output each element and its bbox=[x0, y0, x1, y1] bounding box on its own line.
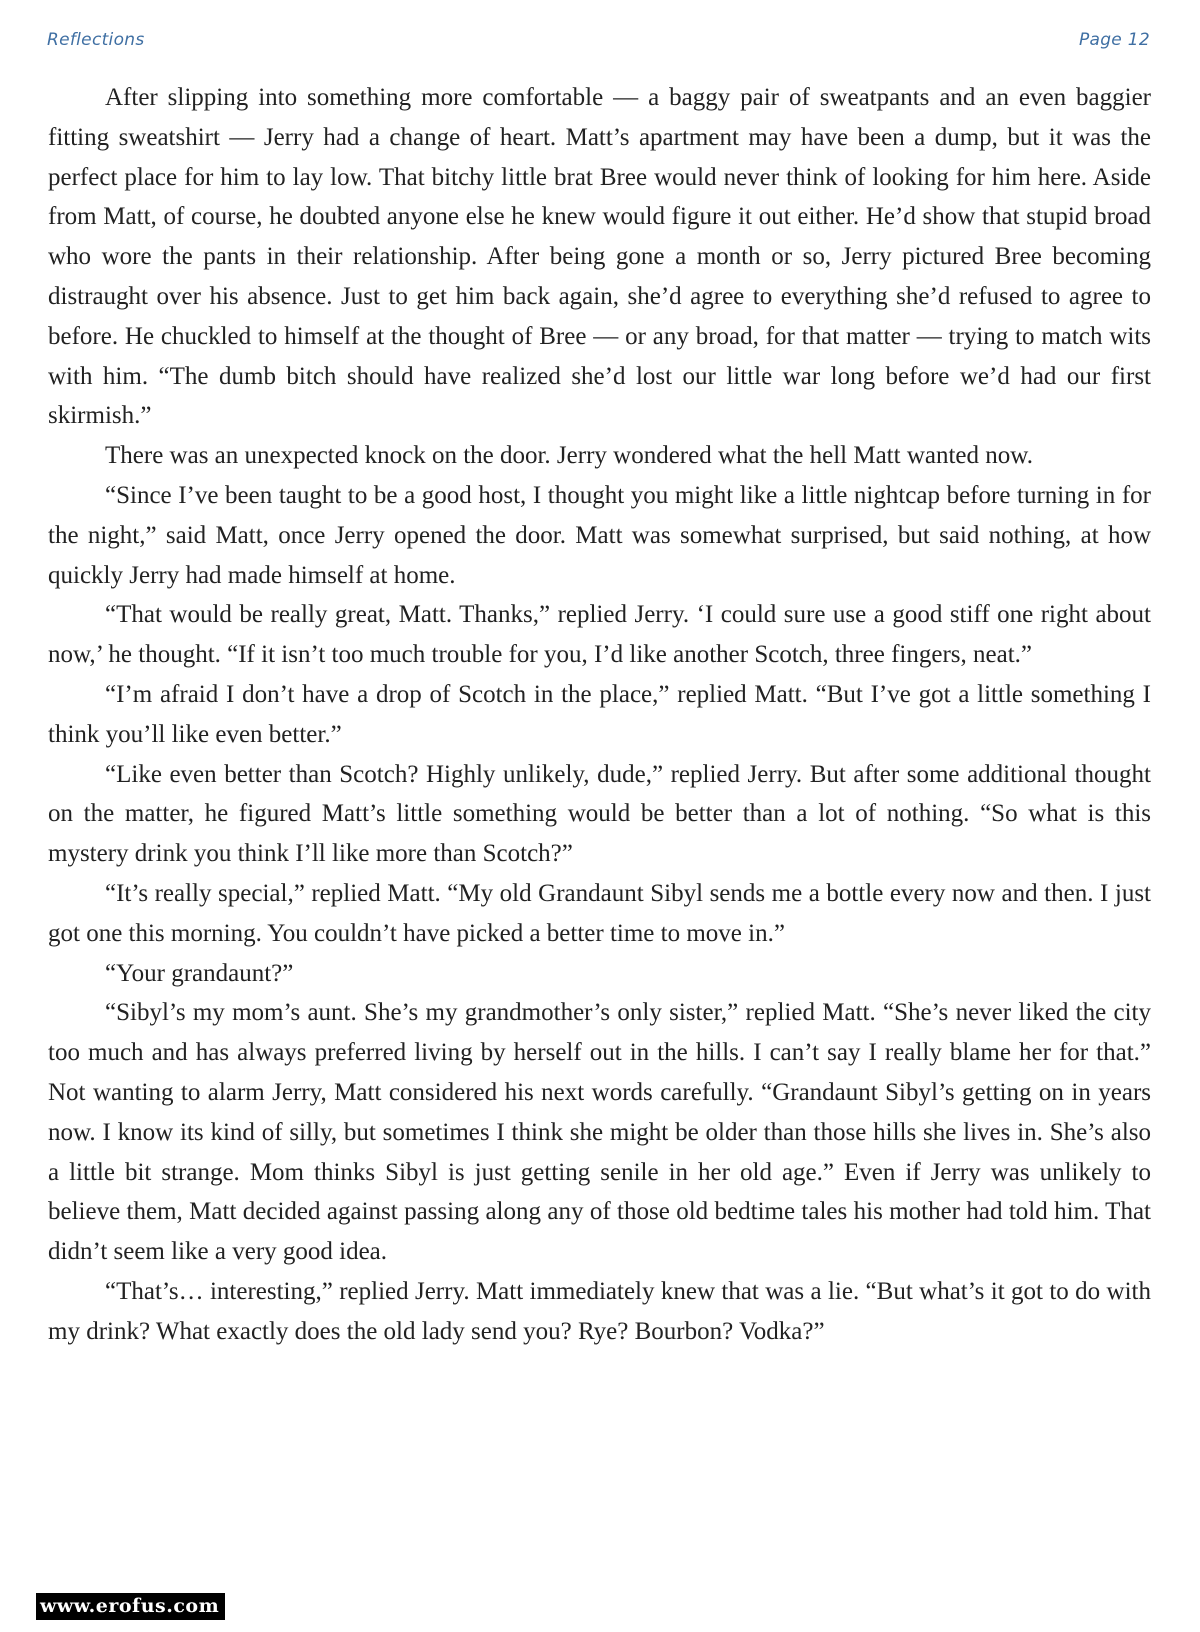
paragraph: After slipping into something more comfortable — a baggy pair of sweatpants and an even baggier fitting sweatshirt — Jerry had a change of heart. Matt’s apartment may have been a dump, but it was the perfect place for him to lay low. That bitchy little brat Bree would never think of looking for him here. Aside from Matt, of course, he doubted anyone else he knew would figure it out either. He’d show that stupid broad who wore the pants in their relationship. After being gone a month or so, Jerry pictured Bree becoming distraught over his absence. Just to get him back again, she’d agree to everything she’d refused to agree to before. He chuckled to himself at the thought of Bree — or any broad, for that matter — trying to match wits with him. “The dumb bitch should have realized she’d lost our little war long before we’d had our first skirmish.” bbox=[48, 84, 1151, 430]
site-watermark: www.erofus.com bbox=[36, 1593, 225, 1620]
paragraph: “Your grandaunt?” bbox=[105, 959, 294, 987]
paragraph: There was an unexpected knock on the door. Jerry wondered what the hell Matt wanted now. bbox=[105, 442, 1033, 470]
paragraph: “That’s… interesting,” replied Jerry. Matt immediately knew that was a lie. “But what’s it got to do with my drink? What exactly does the old lady send you? Rye? Bourbon? Vodka?” bbox=[48, 1277, 1151, 1345]
paragraph: “It’s really special,” replied Matt. “My old Grandaunt Sibyl sends me a bottle every now and then. I just got one this morning. You couldn’t have picked a better time to move in.” bbox=[48, 879, 1151, 947]
paragraph: “Like even better than Scotch? Highly unlikely, dude,” replied Jerry. But after some additional thought on the matter, he figured Matt’s little something would be better than a lot of nothing. “So what is this mystery drink you think I’ll like more than Scotch?” bbox=[48, 760, 1151, 868]
book-title: Reflections bbox=[47, 30, 145, 50]
paragraph: “That would be really great, Matt. Thanks,” replied Jerry. ‘I could sure use a good stiff one right about now,’ he thought. “If it isn’t too much trouble for you, I’d like another Scotch, three fingers, neat.” bbox=[48, 601, 1151, 669]
paragraph: “Sibyl’s my mom’s aunt. She’s my grandmother’s only sister,” replied Matt. “She’s never liked the city too much and has always preferred living by herself out in the hills. I can’t say I really blame her for that.” Not wanting to alarm Jerry, Matt considered his next words carefully. “Grandaunt Sibyl’s getting on in years now. I know its kind of silly, but sometimes I think she might be older than those hills she lives in. She’s also a little bit strange. Mom thinks Sibyl is just getting senile in her old age.” Even if Jerry was unlikely to believe them, Matt decided against passing along any of those old bedtime tales his mother had told him. That didn’t seem like a very good idea. bbox=[48, 999, 1151, 1266]
body-text bbox=[48, 78, 1151, 1352]
paragraph: “I’m afraid I don’t have a drop of Scotch in the place,” replied Matt. “But I’ve got a little something I think you’ll like even better.” bbox=[48, 680, 1151, 748]
paragraph: “Since I’ve been taught to be a good host, I thought you might like a little nightcap before turning in for the night,” said Matt, once Jerry opened the door. Matt was somewhat surprised, but said nothing, at how quickly Jerry had made himself at home. bbox=[48, 481, 1151, 589]
page-number: Page 12 bbox=[1078, 30, 1150, 50]
